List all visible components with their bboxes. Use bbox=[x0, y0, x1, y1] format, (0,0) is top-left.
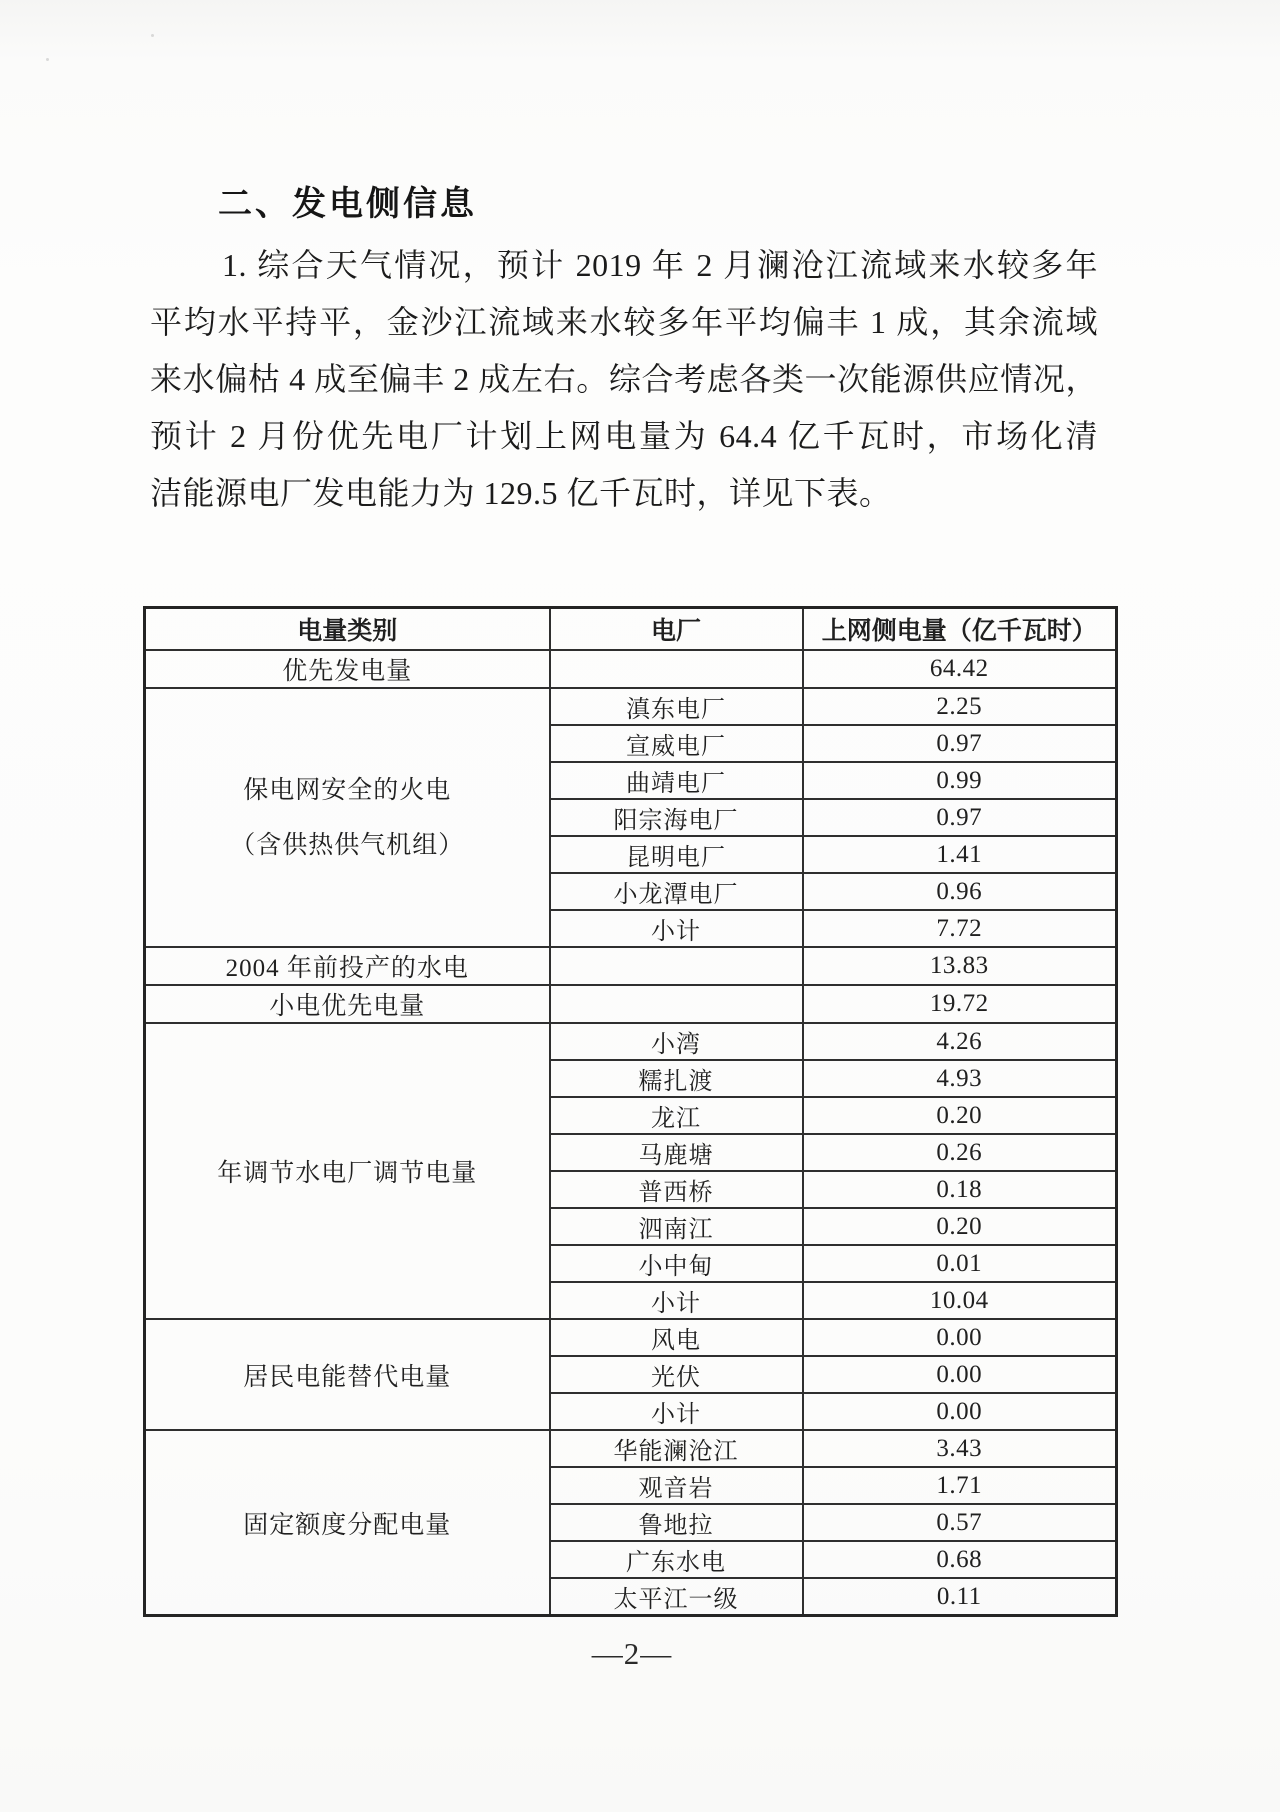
cell-plant: 风电 bbox=[550, 1319, 803, 1356]
row-small-hydro bbox=[145, 985, 1117, 1023]
cell-value: 0.97 bbox=[803, 799, 1117, 836]
cell-value: 1.41 bbox=[803, 836, 1117, 873]
cell-category: 优先发电量 bbox=[145, 650, 550, 688]
cell-plant: 阳宗海电厂 bbox=[550, 799, 803, 836]
cell-plant: 太平江一级 bbox=[550, 1578, 803, 1616]
cell-category: 2004 年前投产的水电 bbox=[145, 947, 550, 985]
cell-value: 0.97 bbox=[803, 725, 1117, 762]
cell-value: 0.20 bbox=[803, 1097, 1117, 1134]
cell-value: 13.83 bbox=[803, 947, 1117, 985]
header-energy: 上网侧电量（亿千瓦时） bbox=[803, 608, 1117, 651]
cell-category-group-residential: 居民电能替代电量 bbox=[145, 1319, 550, 1430]
cell-value: 2.25 bbox=[803, 688, 1117, 725]
cell-plant: 龙江 bbox=[550, 1097, 803, 1134]
cell-plant: 泗南江 bbox=[550, 1208, 803, 1245]
cell-subtotal-label: 小计 bbox=[550, 910, 803, 947]
table-row bbox=[145, 1430, 1117, 1467]
body-paragraph bbox=[150, 237, 1098, 522]
paragraph-line-2: 平均水平持平，金沙江流域来水较多年平均偏丰 1 成，其余流域 bbox=[150, 304, 1098, 340]
cell-value: 64.42 bbox=[803, 650, 1117, 688]
header-plant: 电厂 bbox=[550, 608, 803, 651]
table-row bbox=[145, 1319, 1117, 1356]
cell-plant: 华能澜沧江 bbox=[550, 1430, 803, 1467]
group-label-line-1: 保电网安全的火电 bbox=[243, 776, 452, 804]
cell-plant: 滇东电厂 bbox=[550, 688, 803, 725]
row-hydro-pre2004 bbox=[145, 947, 1117, 985]
cell-value: 0.00 bbox=[803, 1319, 1117, 1356]
scan-speck bbox=[151, 34, 154, 37]
cell-value: 19.72 bbox=[803, 985, 1117, 1023]
cell-value: 0.01 bbox=[803, 1245, 1117, 1282]
paragraph-line-4: 预计 2 月份优先电厂计划上网电量为 64.4 亿千瓦时，市场化清 bbox=[150, 418, 1098, 454]
cell-plant: 马鹿塘 bbox=[550, 1134, 803, 1171]
cell-plant: 普西桥 bbox=[550, 1171, 803, 1208]
cell-category-group-fixed-quota: 固定额度分配电量 bbox=[145, 1430, 550, 1616]
paragraph-line-1: 1. 综合天气情况，预计 2019 年 2 月澜沧江流域来水较多年 bbox=[222, 247, 1098, 283]
cell-plant: 小湾 bbox=[550, 1023, 803, 1060]
cell-subtotal-label: 小计 bbox=[550, 1282, 803, 1319]
cell-value: 0.96 bbox=[803, 873, 1117, 910]
cell-value: 0.00 bbox=[803, 1356, 1117, 1393]
cell-plant: 广东水电 bbox=[550, 1541, 803, 1578]
cell-value: 0.20 bbox=[803, 1208, 1117, 1245]
cell-value: 4.93 bbox=[803, 1060, 1117, 1097]
cell-value: 0.68 bbox=[803, 1541, 1117, 1578]
cell-value: 1.71 bbox=[803, 1467, 1117, 1504]
group-label-line-2: （含供热供气机组） bbox=[230, 831, 465, 859]
cell-category: 小电优先电量 bbox=[145, 985, 550, 1023]
table-row bbox=[145, 1023, 1117, 1060]
cell-subtotal-value: 7.72 bbox=[803, 910, 1117, 947]
page-number: —2— bbox=[591, 1636, 673, 1671]
cell-value: 0.99 bbox=[803, 762, 1117, 799]
scan-speck bbox=[46, 58, 49, 61]
header-category: 电量类别 bbox=[145, 608, 550, 651]
section-heading: 二、发电侧信息 bbox=[218, 185, 477, 223]
cell-plant-empty bbox=[550, 985, 803, 1023]
cell-plant: 昆明电厂 bbox=[550, 836, 803, 873]
cell-plant-empty bbox=[550, 947, 803, 985]
cell-subtotal-value: 10.04 bbox=[803, 1282, 1117, 1319]
cell-plant-empty bbox=[550, 650, 803, 688]
cell-plant: 曲靖电厂 bbox=[550, 762, 803, 799]
cell-plant: 小中甸 bbox=[550, 1245, 803, 1282]
generation-table bbox=[143, 606, 1118, 1617]
cell-plant: 观音岩 bbox=[550, 1467, 803, 1504]
cell-value: 0.57 bbox=[803, 1504, 1117, 1541]
cell-plant: 光伏 bbox=[550, 1356, 803, 1393]
cell-subtotal-label: 小计 bbox=[550, 1393, 803, 1430]
cell-plant: 小龙潭电厂 bbox=[550, 873, 803, 910]
cell-value: 0.26 bbox=[803, 1134, 1117, 1171]
cell-plant: 宣威电厂 bbox=[550, 725, 803, 762]
cell-value: 3.43 bbox=[803, 1430, 1117, 1467]
cell-plant: 鲁地拉 bbox=[550, 1504, 803, 1541]
cell-category-group-thermal bbox=[145, 688, 550, 947]
table-header-row bbox=[145, 608, 1117, 651]
paragraph-line-3: 来水偏枯 4 成至偏丰 2 成左右。综合考虑各类一次能源供应情况， bbox=[150, 361, 1098, 397]
cell-subtotal-value: 0.00 bbox=[803, 1393, 1117, 1430]
paragraph-line-5: 洁能源电厂发电能力为 129.5 亿千瓦时，详见下表。 bbox=[150, 475, 892, 511]
cell-value: 0.18 bbox=[803, 1171, 1117, 1208]
cell-value: 0.11 bbox=[803, 1578, 1117, 1616]
row-priority-total bbox=[145, 650, 1117, 688]
cell-plant: 糯扎渡 bbox=[550, 1060, 803, 1097]
cell-value: 4.26 bbox=[803, 1023, 1117, 1060]
table-row bbox=[145, 688, 1117, 725]
cell-category-group-annual-hydro: 年调节水电厂调节电量 bbox=[145, 1023, 550, 1319]
